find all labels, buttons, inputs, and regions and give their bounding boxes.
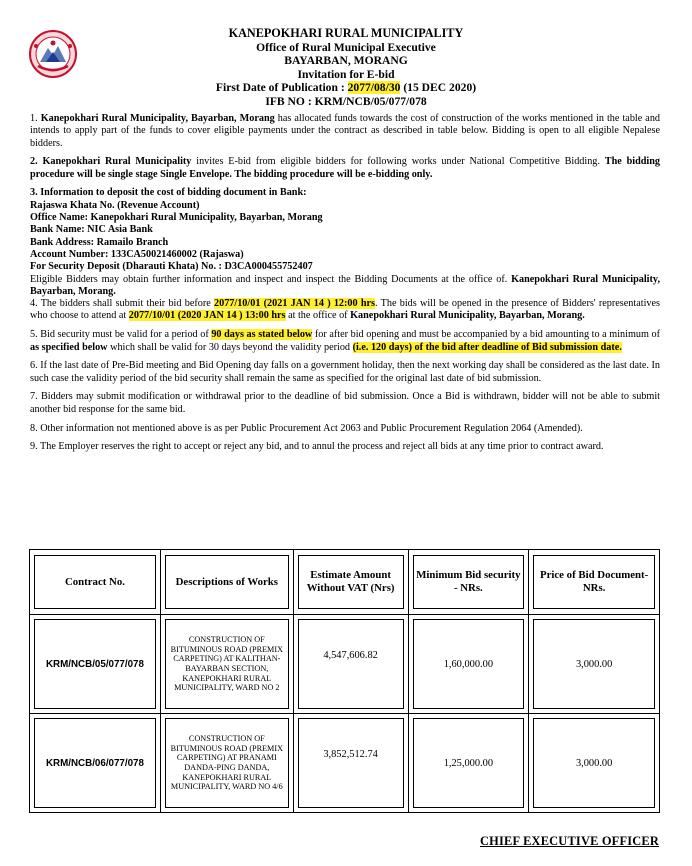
p4-t2: . The bids will be opened in the presence of Bidders' representatives who choose to attend at [30,298,660,322]
table-row [30,615,660,714]
paragraph-1 [30,113,660,150]
p3-line3-row [30,212,660,224]
p3-line5-row [30,237,660,249]
p4-t1: 4. The bidders shall submit their bid before [30,298,214,310]
header-doc-price-label: Price of Bid Document- NRs. [540,569,649,594]
paragraph-7: 7. Bidders may submit modification or withdrawal prior to the deadline of bid submission. Once a Bid is withdrawn, bidder will not be able to submit another bid response for the same bid. [30,391,660,415]
p3-text-row [30,274,660,299]
p5-t1: 5. Bid security must be valid for a period of [30,329,212,341]
p3-line7: For Security Deposit (Dharauti Khata) No. : D3CA000455752407 [30,261,313,273]
cell-contract [30,615,161,714]
p4-bold: Kanepokhari Rural Municipality, Bayarban, Morang. [350,310,585,322]
cell-description [160,714,293,813]
paragraph-3 [30,187,660,199]
p5-validity: 90 days as stated below [211,329,313,341]
cell-contract [30,714,161,813]
header-contract-label: Contract No. [64,575,125,588]
publication-date [0,81,692,95]
p3-line2-row [30,200,660,212]
p3-line7-row [30,261,660,273]
col-header-doc-price [529,550,660,615]
paragraph-8: 8. Other information not mentioned above is as per Public Procurement Act 2063 and Public Procurement Regulation 2064 (Amended). [30,422,583,434]
bid-security: 1,25,000.00 [443,757,494,769]
cell-description [160,615,293,714]
p3-text: Eligible Bidders may obtain further information and inspect and inspect the Bidding Documents at the office of. [30,273,512,285]
p3-line4-row [30,224,660,236]
p2-text: invites E-bid from eligible bidders for following works under National Competitive Bidding. [191,156,605,168]
doc-price: 3,000.00 [575,757,613,769]
cell-bid-security [408,714,529,813]
org-name: KANEPOKHARI RURAL MUNICIPALITY [228,26,464,40]
paragraph-4 [30,298,660,323]
header-estimate-label: Estimate Amount Without VAT (Nrs) [306,569,395,594]
pub-date: 2077/08/30 [347,81,401,95]
estimate-amount: 3,852,512.74 [323,749,378,760]
paragraph-9: 9. The Employer reserves the right to accept or reject any bid, and to annul the process and reject all bids at any time prior to contract award. [30,441,604,453]
ifb-number: IFB NO : KRM/NCB/05/077/078 [265,94,427,108]
p3-line5: Bank Address: Ramailo Branch [30,236,169,248]
p2-bold2: The bidding procedure will be single stage Single Envelope. The bidding procedure will be e-bidding only. [30,156,661,180]
p1-bold: Kanepokhari Rural Municipality, Bayarban, Morang [40,113,275,124]
contracts-table [29,549,660,813]
signatory-title: CHIEF EXECUTIVE OFFICER [480,834,660,848]
cell-doc-price [529,615,660,714]
table-row [30,714,660,813]
p4-t3: at the office of [285,310,351,322]
p2-num: 2. [30,156,43,168]
p1-num: 1. [30,113,41,124]
col-header-estimate [293,550,408,615]
table-header-row [30,550,660,615]
p3-line4: Bank Name: NIC Asia Bank [30,224,153,236]
paragraph-6: 6. If the last date of Pre-Bid meeting and Bid Opening day falls on a government holiday, then the next working day shall be considered as the last date. In such case the validity period of the bid security shall remain the same as specified for the original last date of bid submission. [30,360,660,384]
notice-header [0,27,692,109]
p3-line2: Rajaswa Khata No. (Revenue Account) [30,199,200,211]
estimate-amount: 4,547,606.82 [323,650,378,661]
p3-line1: 3. Information to deposit the cost of bidding document in Bank: [30,187,307,199]
notice-body [30,113,660,454]
p5-t3: which shall be valid for 30 days beyond the validity period [107,341,353,353]
p3-line6-row [30,249,660,261]
col-header-contract [30,550,161,615]
p4-submit-deadline: 2077/10/01 (2021 JAN 14 ) 12:00 hrs [214,298,376,310]
office-name: Office of Rural Municipal Executive [256,40,436,54]
doc-price: 3,000.00 [575,658,613,670]
p3-line6: Account Number: 133CA50021460002 (Rajaswa) [30,248,244,260]
p5-t2: for after bid opening and must be accompanied by a bid amounting to a minimum of [312,329,660,341]
cell-doc-price [529,714,660,813]
office-location: BAYARBAN, MORANG [284,54,408,68]
p4-opening-date: 2077/10/01 (2020 JAN 14 ) 13:00 hrs [128,310,286,322]
col-header-description [160,550,293,615]
work-description: CONSTRUCTION OF BITUMINOUS ROAD (PREMIX CARPETING) AT KALITHAN-BAYARBAN SECTION, KANEPOKHARI RURAL MUNICIPALITY, WARD NO 2 [170,635,283,693]
paragraph-5 [30,329,660,354]
contract-no: KRM/NCB/05/077/078 [45,658,144,670]
work-description: CONSTRUCTION OF BITUMINOUS ROAD (PREMIX CARPETING) AT PRANAMI DANDA-PING DANDA, KANEPOKHARI RURAL MUNICIPALITY, WARD NO 4/6 [170,734,283,792]
cell-estimate [293,615,408,714]
pub-date-en: (15 DEC 2020) [400,81,477,95]
pub-label: First Date of Publication : [215,81,348,95]
p5-validity-120: (i.e. 120 days) of the bid after deadline of Bid submission date. [352,341,622,353]
header-description-label: Descriptions of Works [175,575,278,588]
p3-line3: Office Name: Kanepokhari Rural Municipality, Bayarban, Morang [30,212,323,224]
cell-estimate [293,714,408,813]
p2-bold: Kanepokhari Rural Municipality [42,156,192,168]
p1-text: has allocated funds towards the cost of construction of the works mentioned in the table and intends to apply part of the funds to cover eligible payments under the contract as described in table below. Bidding is open to all eligible Nepalese bidders. [30,113,661,149]
notice-title: Invitation for E-bid [297,67,395,81]
p3-bold: Kanepokhari Rural Municipality, Bayarban, Morang. [30,273,660,297]
col-header-bid-security [408,550,529,615]
p5-b1: as specified below [30,341,108,353]
paragraph-2 [30,156,660,181]
header-bid-security-label: Minimum Bid security - NRs. [416,569,521,594]
cell-bid-security [408,615,529,714]
contract-no: KRM/NCB/06/077/078 [45,757,144,769]
bid-security: 1,60,000.00 [443,658,494,670]
